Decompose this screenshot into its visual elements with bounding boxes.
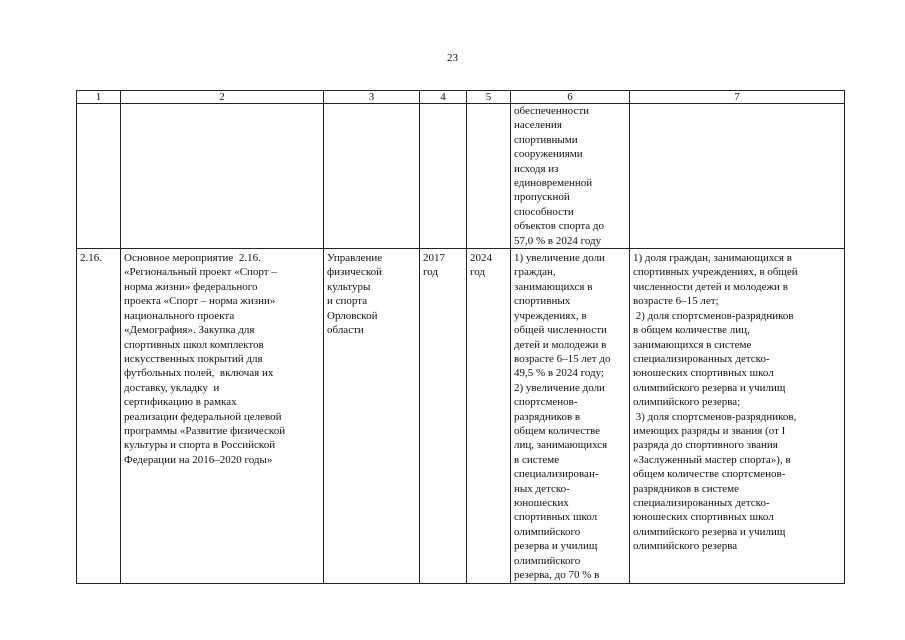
header-col-3: 3 (324, 91, 420, 104)
header-col-4: 4 (420, 91, 467, 104)
header-col-7: 7 (630, 91, 845, 104)
cell-indicators: 1) доля граждан, занимающихся в спортивных учреждениях, в общей численности детей и молодежи в возрасте 6–15 лет; 2) доля спортсменов-разрядников в общем количестве лиц, занимающихся в системе специализированных детско- юношеских спортивных школ олимпийского резерва и училищ олимпийского резерва; 3) доля спортсменов-разрядников, имеющих разряды и звания (от I разряда до спортивного звания «Заслуженный мастер спорта»), в общем количестве спортсменов- разрядников в системе специализированных детско- юношеских спортивных школ олимпийского резерва и училищ олимпийского резерва (630, 249, 845, 584)
cell-empty (121, 104, 324, 249)
measures-table (76, 90, 845, 584)
cell-executor: Управление физической культуры и спорта Орловской области (324, 249, 420, 584)
cell-expected-results: 1) увеличение доли граждан, занимающихся в спортивных учреждениях, в общей численности детей и молодежи в возрасте 6–15 лет до 49,5 % в 2024 году; 2) увеличение доли спортсменов- разрядников в общем количестве лиц, занимающихся в системе специализирован- ных детско- юношеских спортивных школ олимпийского резерва и училищ олимпийского резерва, до 70 % в (511, 249, 630, 584)
table-row (77, 104, 845, 249)
cell-result-continued: обеспеченности населения спортивными сооружениями исходя из единовременной пропускной способности объектов спорта до 57,0 % в 2024 году (511, 104, 630, 249)
header-row (77, 91, 845, 104)
cell-empty (420, 104, 467, 249)
header-col-1: 1 (77, 91, 121, 104)
cell-empty (467, 104, 511, 249)
cell-start-year: 2017 год (420, 249, 467, 584)
cell-measure-description: Основное мероприятие 2.16. «Региональный проект «Спорт – норма жизни» федерального проекта «Спорт – норма жизни» национального проекта «Демография». Закупка для спортивных школ комплектов искусственных покрытий для футбольных полей, включая их доставку, укладку и сертификацию в рамках реализации федеральной целевой программы «Развитие физической культуры и спорта в Российской Федерации на 2016–2020 годы» (121, 249, 324, 584)
cell-empty (77, 104, 121, 249)
table-row (77, 249, 845, 584)
page-number: 23 (447, 52, 458, 64)
header-col-2: 2 (121, 91, 324, 104)
cell-item-number: 2.16. (77, 249, 121, 584)
header-col-5: 5 (467, 91, 511, 104)
cell-empty (630, 104, 845, 249)
header-col-6: 6 (511, 91, 630, 104)
cell-empty (324, 104, 420, 249)
cell-end-year: 2024 год (467, 249, 511, 584)
